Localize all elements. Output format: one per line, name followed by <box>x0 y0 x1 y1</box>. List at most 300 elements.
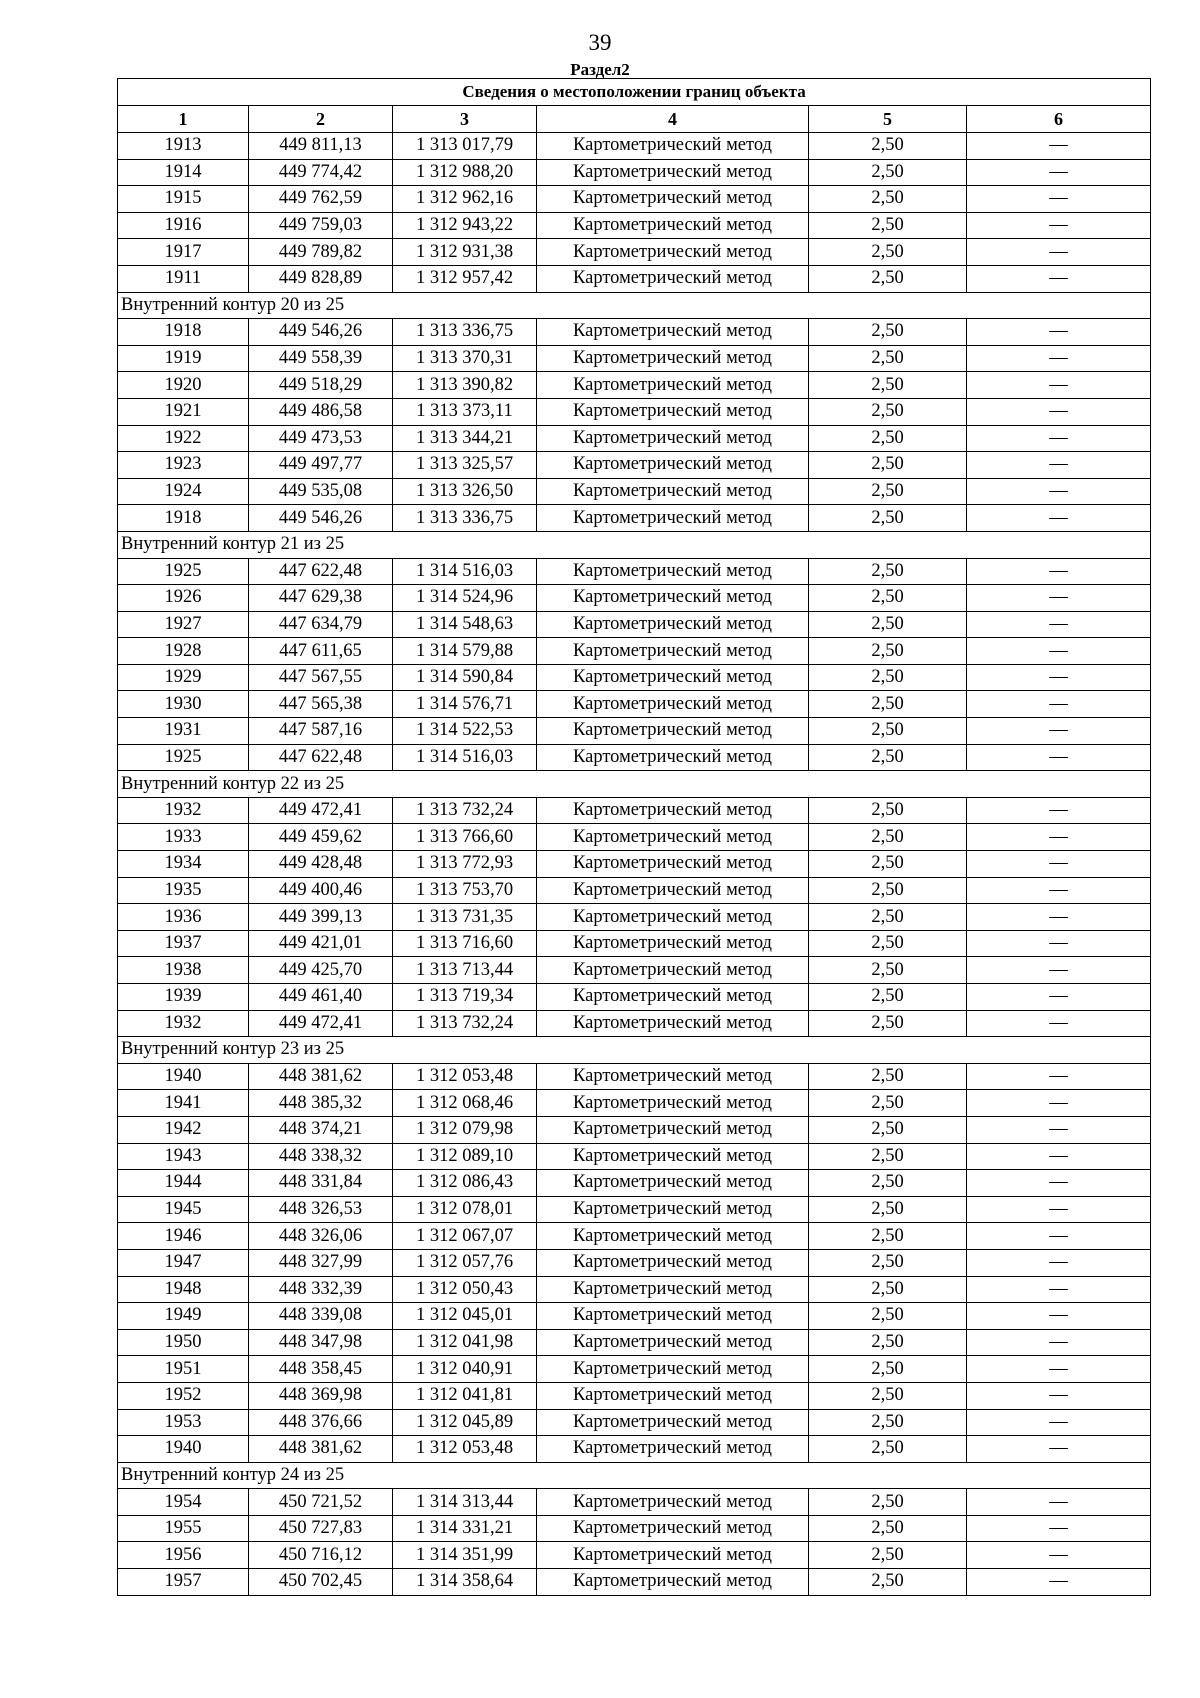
point-number-cell: 1933 <box>118 824 249 851</box>
point-number-cell: 1946 <box>118 1223 249 1250</box>
accuracy-cell: 2,50 <box>809 1090 967 1117</box>
method-cell: Картометрический метод <box>537 824 809 851</box>
point-number-cell: 1944 <box>118 1170 249 1197</box>
accuracy-cell: 2,50 <box>809 877 967 904</box>
accuracy-cell: 2,50 <box>809 957 967 984</box>
y-coordinate-cell: 1 312 957,42 <box>393 265 537 292</box>
description-cell: — <box>967 505 1151 532</box>
y-coordinate-cell: 1 312 057,76 <box>393 1249 537 1276</box>
description-cell: — <box>967 1170 1151 1197</box>
description-cell: — <box>967 239 1151 266</box>
point-number-cell: 1957 <box>118 1569 249 1596</box>
y-coordinate-cell: 1 313 390,82 <box>393 372 537 399</box>
accuracy-cell: 2,50 <box>809 186 967 213</box>
y-coordinate-cell: 1 312 089,10 <box>393 1143 537 1170</box>
table-row <box>118 319 1151 346</box>
point-number-cell: 1956 <box>118 1542 249 1569</box>
accuracy-cell: 2,50 <box>809 1223 967 1250</box>
y-coordinate-cell: 1 313 732,24 <box>393 797 537 824</box>
accuracy-cell: 2,50 <box>809 1569 967 1596</box>
x-coordinate-cell: 449 461,40 <box>249 984 393 1011</box>
table-row <box>118 1409 1151 1436</box>
description-cell: — <box>967 1303 1151 1330</box>
description-cell: — <box>967 1090 1151 1117</box>
contour-header-row <box>118 531 1151 558</box>
accuracy-cell: 2,50 <box>809 851 967 878</box>
x-coordinate-cell: 448 385,32 <box>249 1090 393 1117</box>
point-number-cell: 1942 <box>118 1116 249 1143</box>
method-cell: Картометрический метод <box>537 558 809 585</box>
table-row <box>118 984 1151 1011</box>
x-coordinate-cell: 447 629,38 <box>249 585 393 612</box>
x-coordinate-cell: 449 759,03 <box>249 212 393 239</box>
table-row <box>118 1542 1151 1569</box>
x-coordinate-cell: 447 565,38 <box>249 691 393 718</box>
method-cell: Картометрический метод <box>537 1276 809 1303</box>
y-coordinate-cell: 1 312 053,48 <box>393 1436 537 1463</box>
method-cell: Картометрический метод <box>537 1303 809 1330</box>
method-cell: Картометрический метод <box>537 452 809 479</box>
description-cell: — <box>967 478 1151 505</box>
table-row <box>118 638 1151 665</box>
description-cell: — <box>967 957 1151 984</box>
table-row <box>118 611 1151 638</box>
table-row <box>118 1063 1151 1090</box>
y-coordinate-cell: 1 313 731,35 <box>393 904 537 931</box>
x-coordinate-cell: 447 622,48 <box>249 744 393 771</box>
accuracy-cell: 2,50 <box>809 930 967 957</box>
x-coordinate-cell: 448 339,08 <box>249 1303 393 1330</box>
point-number-cell: 1932 <box>118 797 249 824</box>
x-coordinate-cell: 447 611,65 <box>249 638 393 665</box>
y-coordinate-cell: 1 314 522,53 <box>393 718 537 745</box>
x-coordinate-cell: 450 702,45 <box>249 1569 393 1596</box>
description-cell: — <box>967 1143 1151 1170</box>
x-coordinate-cell: 447 622,48 <box>249 558 393 585</box>
method-cell: Картометрический метод <box>537 664 809 691</box>
y-coordinate-cell: 1 313 753,70 <box>393 877 537 904</box>
x-coordinate-cell: 449 762,59 <box>249 186 393 213</box>
y-coordinate-cell: 1 314 590,84 <box>393 664 537 691</box>
description-cell: — <box>967 1276 1151 1303</box>
description-cell: — <box>967 398 1151 425</box>
table-row <box>118 186 1151 213</box>
point-number-cell: 1952 <box>118 1382 249 1409</box>
table-row <box>118 585 1151 612</box>
y-coordinate-cell: 1 314 351,99 <box>393 1542 537 1569</box>
accuracy-cell: 2,50 <box>809 398 967 425</box>
contour-label: Внутренний контур 21 из 25 <box>118 531 1151 558</box>
method-cell: Картометрический метод <box>537 1356 809 1383</box>
point-number-cell: 1953 <box>118 1409 249 1436</box>
accuracy-cell: 2,50 <box>809 1303 967 1330</box>
y-coordinate-cell: 1 312 078,01 <box>393 1196 537 1223</box>
accuracy-cell: 2,50 <box>809 585 967 612</box>
table-row <box>118 957 1151 984</box>
description-cell: — <box>967 1489 1151 1516</box>
table-row <box>118 718 1151 745</box>
point-number-cell: 1929 <box>118 664 249 691</box>
table-row <box>118 1382 1151 1409</box>
method-cell: Картометрический метод <box>537 372 809 399</box>
method-cell: Картометрический метод <box>537 1542 809 1569</box>
y-coordinate-cell: 1 312 040,91 <box>393 1356 537 1383</box>
method-cell: Картометрический метод <box>537 797 809 824</box>
point-number-cell: 1955 <box>118 1515 249 1542</box>
table-row <box>118 851 1151 878</box>
accuracy-cell: 2,50 <box>809 265 967 292</box>
accuracy-cell: 2,50 <box>809 611 967 638</box>
boundary-coordinates-table <box>117 78 1151 1596</box>
x-coordinate-cell: 449 400,46 <box>249 877 393 904</box>
x-coordinate-cell: 448 327,99 <box>249 1249 393 1276</box>
y-coordinate-cell: 1 314 516,03 <box>393 744 537 771</box>
accuracy-cell: 2,50 <box>809 212 967 239</box>
x-coordinate-cell: 450 716,12 <box>249 1542 393 1569</box>
accuracy-cell: 2,50 <box>809 1356 967 1383</box>
column-number-3: 3 <box>393 106 537 133</box>
x-coordinate-cell: 449 535,08 <box>249 478 393 505</box>
y-coordinate-cell: 1 314 579,88 <box>393 638 537 665</box>
x-coordinate-cell: 449 518,29 <box>249 372 393 399</box>
point-number-cell: 1923 <box>118 452 249 479</box>
point-number-cell: 1921 <box>118 398 249 425</box>
x-coordinate-cell: 449 558,39 <box>249 345 393 372</box>
accuracy-cell: 2,50 <box>809 1382 967 1409</box>
table-row <box>118 1515 1151 1542</box>
accuracy-cell: 2,50 <box>809 1542 967 1569</box>
description-cell: — <box>967 1223 1151 1250</box>
contour-label: Внутренний контур 23 из 25 <box>118 1037 1151 1064</box>
table-row <box>118 558 1151 585</box>
accuracy-cell: 2,50 <box>809 797 967 824</box>
table-row <box>118 664 1151 691</box>
x-coordinate-cell: 448 381,62 <box>249 1436 393 1463</box>
description-cell: — <box>967 425 1151 452</box>
table-row <box>118 691 1151 718</box>
table-row <box>118 1303 1151 1330</box>
accuracy-cell: 2,50 <box>809 1196 967 1223</box>
point-number-cell: 1926 <box>118 585 249 612</box>
method-cell: Картометрический метод <box>537 1436 809 1463</box>
contour-label: Внутренний контур 20 из 25 <box>118 292 1151 319</box>
table-row <box>118 930 1151 957</box>
table-row <box>118 1143 1151 1170</box>
table-row <box>118 239 1151 266</box>
x-coordinate-cell: 449 774,42 <box>249 159 393 186</box>
accuracy-cell: 2,50 <box>809 1329 967 1356</box>
method-cell: Картометрический метод <box>537 1063 809 1090</box>
x-coordinate-cell: 449 789,82 <box>249 239 393 266</box>
table-row <box>118 1356 1151 1383</box>
page-number: 39 <box>588 30 612 55</box>
x-coordinate-cell: 449 399,13 <box>249 904 393 931</box>
method-cell: Картометрический метод <box>537 1010 809 1037</box>
y-coordinate-cell: 1 312 086,43 <box>393 1170 537 1197</box>
method-cell: Картометрический метод <box>537 930 809 957</box>
table-row <box>118 1223 1151 1250</box>
accuracy-cell: 2,50 <box>809 452 967 479</box>
method-cell: Картометрический метод <box>537 1223 809 1250</box>
method-cell: Картометрический метод <box>537 1489 809 1516</box>
method-cell: Картометрический метод <box>537 133 809 160</box>
method-cell: Картометрический метод <box>537 1409 809 1436</box>
method-cell: Картометрический метод <box>537 239 809 266</box>
accuracy-cell: 2,50 <box>809 718 967 745</box>
column-number-6: 6 <box>967 106 1151 133</box>
description-cell: — <box>967 159 1151 186</box>
table-row <box>118 1249 1151 1276</box>
method-cell: Картометрический метод <box>537 345 809 372</box>
point-number-cell: 1927 <box>118 611 249 638</box>
accuracy-cell: 2,50 <box>809 1489 967 1516</box>
description-cell: — <box>967 611 1151 638</box>
method-cell: Картометрический метод <box>537 1515 809 1542</box>
point-number-cell: 1945 <box>118 1196 249 1223</box>
accuracy-cell: 2,50 <box>809 558 967 585</box>
method-cell: Картометрический метод <box>537 212 809 239</box>
y-coordinate-cell: 1 312 045,89 <box>393 1409 537 1436</box>
column-number-4: 4 <box>537 106 809 133</box>
y-coordinate-cell: 1 313 713,44 <box>393 957 537 984</box>
method-cell: Картометрический метод <box>537 1329 809 1356</box>
description-cell: — <box>967 638 1151 665</box>
accuracy-cell: 2,50 <box>809 1170 967 1197</box>
point-number-cell: 1928 <box>118 638 249 665</box>
column-number-row <box>118 106 1151 133</box>
accuracy-cell: 2,50 <box>809 1276 967 1303</box>
x-coordinate-cell: 448 369,98 <box>249 1382 393 1409</box>
contour-label: Внутренний контур 22 из 25 <box>118 771 1151 798</box>
y-coordinate-cell: 1 314 524,96 <box>393 585 537 612</box>
x-coordinate-cell: 448 338,32 <box>249 1143 393 1170</box>
accuracy-cell: 2,50 <box>809 239 967 266</box>
point-number-cell: 1931 <box>118 718 249 745</box>
point-number-cell: 1939 <box>118 984 249 1011</box>
table-row <box>118 824 1151 851</box>
y-coordinate-cell: 1 312 068,46 <box>393 1090 537 1117</box>
table-row <box>118 345 1151 372</box>
table-row <box>118 212 1151 239</box>
table-row <box>118 1329 1151 1356</box>
point-number-cell: 1916 <box>118 212 249 239</box>
point-number-cell: 1954 <box>118 1489 249 1516</box>
x-coordinate-cell: 448 376,66 <box>249 1409 393 1436</box>
description-cell: — <box>967 1382 1151 1409</box>
section-title: Раздел2 <box>570 60 630 79</box>
contour-header-row <box>118 771 1151 798</box>
y-coordinate-cell: 1 313 336,75 <box>393 319 537 346</box>
accuracy-cell: 2,50 <box>809 824 967 851</box>
method-cell: Картометрический метод <box>537 611 809 638</box>
method-cell: Картометрический метод <box>537 691 809 718</box>
x-coordinate-cell: 447 587,16 <box>249 718 393 745</box>
description-cell: — <box>967 133 1151 160</box>
description-cell: — <box>967 1409 1151 1436</box>
method-cell: Картометрический метод <box>537 904 809 931</box>
description-cell: — <box>967 212 1151 239</box>
table-row <box>118 1569 1151 1596</box>
description-cell: — <box>967 319 1151 346</box>
x-coordinate-cell: 449 421,01 <box>249 930 393 957</box>
table-row <box>118 1489 1151 1516</box>
description-cell: — <box>967 824 1151 851</box>
accuracy-cell: 2,50 <box>809 345 967 372</box>
x-coordinate-cell: 449 472,41 <box>249 797 393 824</box>
x-coordinate-cell: 449 428,48 <box>249 851 393 878</box>
x-coordinate-cell: 449 546,26 <box>249 319 393 346</box>
method-cell: Картометрический метод <box>537 265 809 292</box>
accuracy-cell: 2,50 <box>809 1116 967 1143</box>
method-cell: Картометрический метод <box>537 585 809 612</box>
point-number-cell: 1917 <box>118 239 249 266</box>
x-coordinate-cell: 449 497,77 <box>249 452 393 479</box>
x-coordinate-cell: 448 358,45 <box>249 1356 393 1383</box>
method-cell: Картометрический метод <box>537 744 809 771</box>
point-number-cell: 1915 <box>118 186 249 213</box>
description-cell: — <box>967 1356 1151 1383</box>
y-coordinate-cell: 1 313 017,79 <box>393 133 537 160</box>
x-coordinate-cell: 449 472,41 <box>249 1010 393 1037</box>
x-coordinate-cell: 449 546,26 <box>249 505 393 532</box>
description-cell: — <box>967 1542 1151 1569</box>
point-number-cell: 1940 <box>118 1063 249 1090</box>
description-cell: — <box>967 372 1151 399</box>
method-cell: Картометрический метод <box>537 1170 809 1197</box>
x-coordinate-cell: 448 374,21 <box>249 1116 393 1143</box>
point-number-cell: 1948 <box>118 1276 249 1303</box>
y-coordinate-cell: 1 314 548,63 <box>393 611 537 638</box>
accuracy-cell: 2,50 <box>809 744 967 771</box>
table-row <box>118 797 1151 824</box>
y-coordinate-cell: 1 312 943,22 <box>393 212 537 239</box>
point-number-cell: 1949 <box>118 1303 249 1330</box>
accuracy-cell: 2,50 <box>809 372 967 399</box>
accuracy-cell: 2,50 <box>809 1010 967 1037</box>
description-cell: — <box>967 718 1151 745</box>
description-cell: — <box>967 1063 1151 1090</box>
column-number-1: 1 <box>118 106 249 133</box>
method-cell: Картометрический метод <box>537 186 809 213</box>
point-number-cell: 1940 <box>118 1436 249 1463</box>
y-coordinate-cell: 1 312 931,38 <box>393 239 537 266</box>
column-number-5: 5 <box>809 106 967 133</box>
y-coordinate-cell: 1 312 067,07 <box>393 1223 537 1250</box>
description-cell: — <box>967 877 1151 904</box>
x-coordinate-cell: 450 727,83 <box>249 1515 393 1542</box>
table-row <box>118 1436 1151 1463</box>
y-coordinate-cell: 1 313 336,75 <box>393 505 537 532</box>
description-cell: — <box>967 265 1151 292</box>
x-coordinate-cell: 448 347,98 <box>249 1329 393 1356</box>
x-coordinate-cell: 447 567,55 <box>249 664 393 691</box>
y-coordinate-cell: 1 312 988,20 <box>393 159 537 186</box>
description-cell: — <box>967 904 1151 931</box>
accuracy-cell: 2,50 <box>809 159 967 186</box>
method-cell: Картометрический метод <box>537 638 809 665</box>
description-cell: — <box>967 691 1151 718</box>
table-row <box>118 1116 1151 1143</box>
y-coordinate-cell: 1 313 373,11 <box>393 398 537 425</box>
x-coordinate-cell: 449 811,13 <box>249 133 393 160</box>
description-cell: — <box>967 558 1151 585</box>
method-cell: Картометрический метод <box>537 1382 809 1409</box>
x-coordinate-cell: 449 425,70 <box>249 957 393 984</box>
description-cell: — <box>967 664 1151 691</box>
y-coordinate-cell: 1 314 313,44 <box>393 1489 537 1516</box>
description-cell: — <box>967 1436 1151 1463</box>
point-number-cell: 1913 <box>118 133 249 160</box>
point-number-cell: 1911 <box>118 265 249 292</box>
x-coordinate-cell: 448 331,84 <box>249 1170 393 1197</box>
y-coordinate-cell: 1 313 325,57 <box>393 452 537 479</box>
method-cell: Картометрический метод <box>537 718 809 745</box>
method-cell: Картометрический метод <box>537 851 809 878</box>
y-coordinate-cell: 1 314 576,71 <box>393 691 537 718</box>
accuracy-cell: 2,50 <box>809 664 967 691</box>
description-cell: — <box>967 744 1151 771</box>
accuracy-cell: 2,50 <box>809 691 967 718</box>
accuracy-cell: 2,50 <box>809 1249 967 1276</box>
method-cell: Картометрический метод <box>537 319 809 346</box>
y-coordinate-cell: 1 312 041,98 <box>393 1329 537 1356</box>
x-coordinate-cell: 449 473,53 <box>249 425 393 452</box>
point-number-cell: 1943 <box>118 1143 249 1170</box>
table-title-row <box>118 79 1151 106</box>
method-cell: Картометрический метод <box>537 1090 809 1117</box>
table-row <box>118 372 1151 399</box>
point-number-cell: 1924 <box>118 478 249 505</box>
description-cell: — <box>967 1329 1151 1356</box>
contour-header-row <box>118 1462 1151 1489</box>
accuracy-cell: 2,50 <box>809 1143 967 1170</box>
description-cell: — <box>967 984 1151 1011</box>
point-number-cell: 1932 <box>118 1010 249 1037</box>
accuracy-cell: 2,50 <box>809 319 967 346</box>
method-cell: Картометрический метод <box>537 425 809 452</box>
x-coordinate-cell: 448 332,39 <box>249 1276 393 1303</box>
accuracy-cell: 2,50 <box>809 478 967 505</box>
point-number-cell: 1951 <box>118 1356 249 1383</box>
method-cell: Картометрический метод <box>537 1569 809 1596</box>
point-number-cell: 1922 <box>118 425 249 452</box>
point-number-cell: 1918 <box>118 505 249 532</box>
point-number-cell: 1941 <box>118 1090 249 1117</box>
table-row <box>118 877 1151 904</box>
point-number-cell: 1947 <box>118 1249 249 1276</box>
table-row <box>118 159 1151 186</box>
y-coordinate-cell: 1 313 344,21 <box>393 425 537 452</box>
y-coordinate-cell: 1 312 079,98 <box>393 1116 537 1143</box>
description-cell: — <box>967 1116 1151 1143</box>
accuracy-cell: 2,50 <box>809 904 967 931</box>
table-row <box>118 904 1151 931</box>
contour-header-row <box>118 292 1151 319</box>
accuracy-cell: 2,50 <box>809 1063 967 1090</box>
description-cell: — <box>967 585 1151 612</box>
x-coordinate-cell: 449 459,62 <box>249 824 393 851</box>
point-number-cell: 1938 <box>118 957 249 984</box>
accuracy-cell: 2,50 <box>809 984 967 1011</box>
table-body <box>118 133 1151 1596</box>
accuracy-cell: 2,50 <box>809 1409 967 1436</box>
y-coordinate-cell: 1 314 331,21 <box>393 1515 537 1542</box>
y-coordinate-cell: 1 314 358,64 <box>393 1569 537 1596</box>
method-cell: Картометрический метод <box>537 1116 809 1143</box>
x-coordinate-cell: 449 828,89 <box>249 265 393 292</box>
method-cell: Картометрический метод <box>537 877 809 904</box>
accuracy-cell: 2,50 <box>809 1436 967 1463</box>
